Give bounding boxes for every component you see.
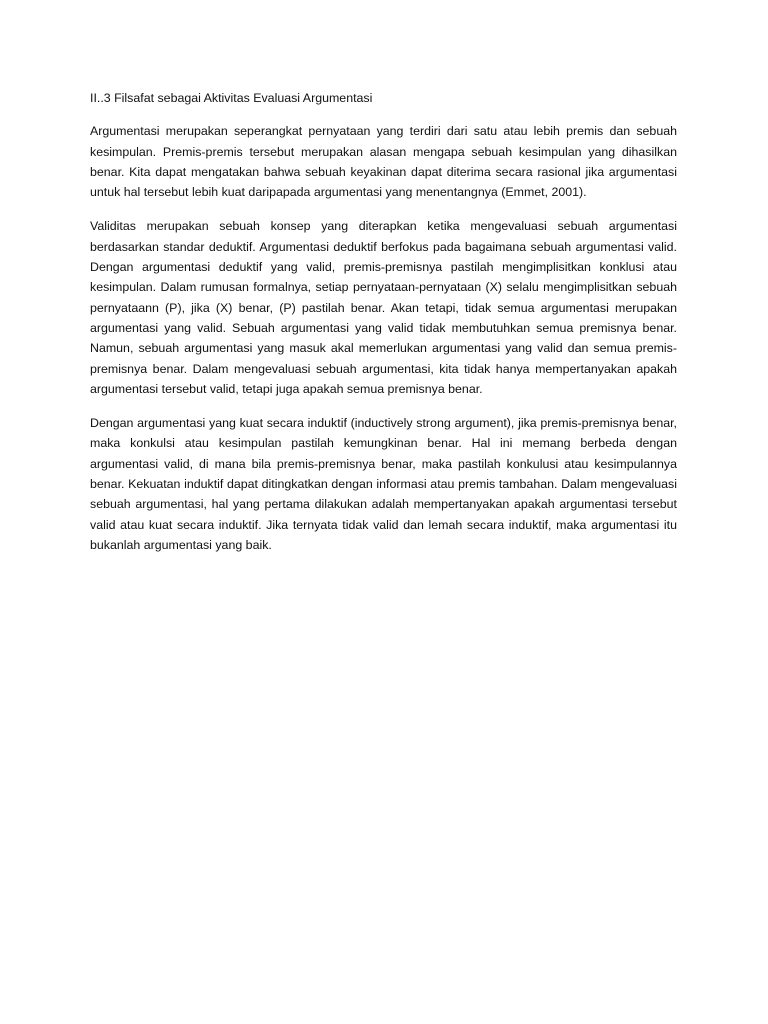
section-heading: II..3 Filsafat sebagai Aktivitas Evaluasi Argumentasi [90,91,373,105]
document-page [90,88,677,569]
paragraph-argumentasi: Argumentasi merupakan seperangkat pernyataan yang terdiri dari satu atau lebih premis dan sebuah kesimpulan. Premis-premis tersebut merupakan alasan mengapa sebuah kesimpulan yang dihasilkan benar. Kita dapat mengatakan bahwa sebuah keyakinan dapat diterima secara rasional jika argumentasi untuk hal tersebut lebih kuat daripapada argumentasi yang menentangnya (Emmet, 2001). [90,124,677,200]
paragraph-validitas: Validitas merupakan sebuah konsep yang diterapkan ketika mengevaluasi sebuah argumentasi berdasarkan standar deduktif. Argumentasi deduktif berfokus pada bagaimana sebuah argumentasi valid. Dengan argumentasi deduktif yang valid, premis-premisnya pastilah mengimplisitkan konklusi atau kesimpulan. Dalam rumusan formalnya, setiap pernyataan-pernyataan (X) selalu mengimplisitkan sebuah pernyataann (P), jika (X) benar, (P) pastilah benar. Akan tetapi, tidak semua argumentasi merupakan argumentasi yang valid. Sebuah argumentasi yang valid tidak membutuhkan semua premisnya benar. Namun, sebuah argumentasi yang masuk akal memerlukan argumentasi yang valid dan semua premis-premisnya benar. Dalam mengevaluasi sebuah argumentasi, kita tidak hanya mempertanyakan apakah argumentasi tersebut valid, tetapi juga apakah semua premisnya benar. [90,219,677,396]
paragraph-induktif: Dengan argumentasi yang kuat secara induktif (inductively strong argument), jika premis-premisnya benar, maka konkulsi atau kesimpulan pastilah kemungkinan benar. Hal ini memang berbeda dengan argumentasi valid, di mana bila premis-premisnya benar, maka pastilah konkulusi atau kesimpulannya benar. Kekuatan induktif dapat ditingkatkan dengan informasi atau premis tambahan. Dalam mengevaluasi sebuah argumentasi, hal yang pertama dilakukan adalah mempertanyakan apakah argumentasi tersebut valid atau kuat secara induktif. Jika ternyata tidak valid dan lemah secara induktif, maka argumentasi itu bukanlah argumentasi yang baik. [90,416,677,552]
